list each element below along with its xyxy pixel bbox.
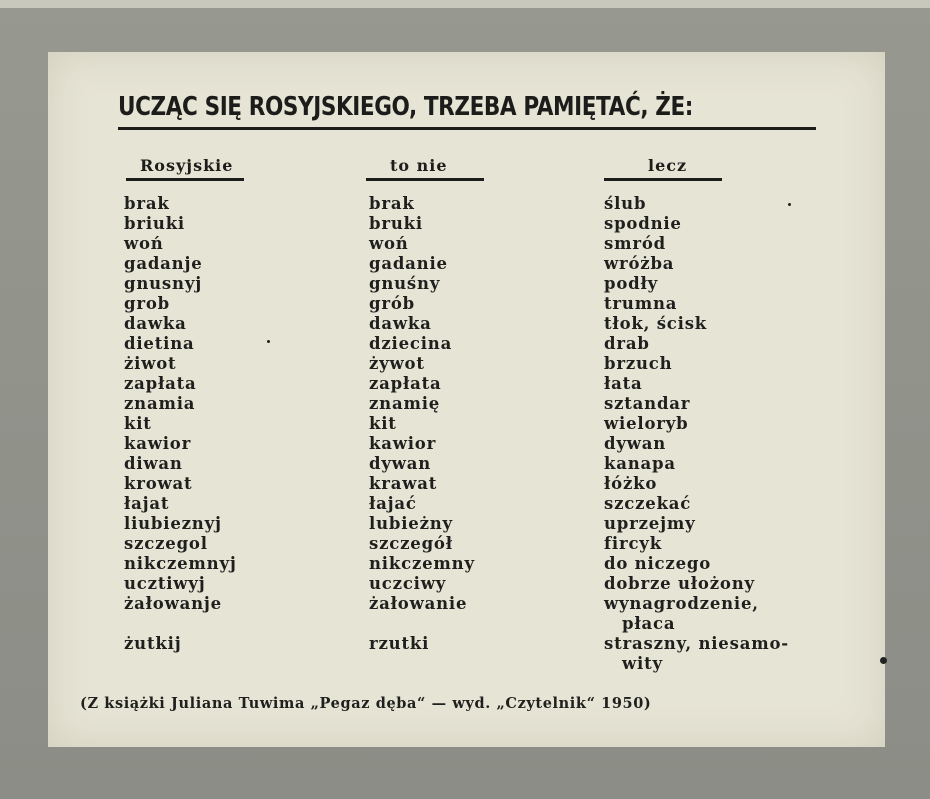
word-entry: woń (369, 234, 409, 253)
word-entry: dietina (124, 334, 195, 353)
word-entry: bruki (369, 214, 423, 233)
word-entry: podły (604, 274, 659, 293)
word-entry: spodnie (604, 214, 682, 233)
word-entry: kit (124, 414, 152, 433)
word-entry: tłok, ścisk (604, 314, 708, 333)
word-entry: straszny, niesamo- (604, 634, 789, 653)
ink-speck (788, 203, 791, 206)
word-entry: do niczego (604, 554, 712, 573)
word-entry: łóżko (604, 474, 658, 493)
word-entry: uprzejmy (604, 514, 696, 533)
word-entry: żałowanje (124, 594, 222, 613)
word-entry (124, 654, 237, 674)
word-entry: dywan (604, 434, 667, 453)
word-entry: grob (124, 294, 170, 313)
word-entry: diwan (124, 454, 183, 473)
word-entry: ucztiwyj (124, 574, 206, 593)
word-entry (369, 614, 475, 634)
top-strip (0, 0, 930, 8)
word-entry: kit (369, 414, 397, 433)
word-entry: znamia (124, 394, 196, 413)
word-entry: kawior (124, 434, 192, 453)
word-entry: dziecina (369, 334, 453, 353)
word-entry: zapłata (369, 374, 442, 393)
word-entry: wynagrodzenie, (604, 594, 759, 613)
word-entry: trumna (604, 294, 678, 313)
word-entry: wróżba (604, 254, 675, 273)
true-meaning-list (604, 194, 789, 674)
word-entry: znamię (369, 394, 441, 413)
word-entry: gadanie (369, 254, 448, 273)
clipping-paper (48, 52, 885, 747)
header-russian: Rosyjskie (140, 156, 234, 175)
word-entry: gnusnyj (124, 274, 202, 293)
word-entry: brak (369, 194, 415, 213)
word-entry: wieloryb (604, 414, 689, 433)
word-entry: krowat (124, 474, 193, 493)
header-but: lecz (648, 156, 688, 175)
word-entry (124, 614, 237, 634)
word-entry: woń (124, 234, 164, 253)
word-entry: briuki (124, 214, 185, 233)
russian-word-list (124, 194, 237, 674)
word-entry: smród (604, 234, 666, 253)
word-entry: szczekać (604, 494, 692, 513)
word-entry: dywan (369, 454, 432, 473)
word-entry: krawat (369, 474, 438, 493)
header-but-rule (604, 178, 722, 181)
word-entry: dawka (124, 314, 187, 333)
word-entry: łata (604, 374, 643, 393)
word-entry: łajać (369, 494, 417, 513)
word-entry: nikczemnyj (124, 554, 237, 573)
word-entry: uczciwy (369, 574, 447, 593)
polish-lookalike-list (369, 194, 475, 674)
header-russian-rule (126, 178, 244, 181)
word-entry: żałowanie (369, 594, 468, 613)
word-entry: brak (124, 194, 170, 213)
header-not: to nie (390, 156, 448, 175)
word-entry: szczegół (369, 534, 453, 553)
word-entry: sztandar (604, 394, 691, 413)
word-entry: szczegol (124, 534, 208, 553)
word-entry: rzutki (369, 634, 430, 653)
ink-speck (267, 340, 270, 343)
word-entry: żywot (369, 354, 425, 373)
source-footnote: (Z książki Juliana Tuwima „Pegaz dęba“ — wyd. „Czytelnik“ 1950) (80, 695, 652, 712)
word-entry: grób (369, 294, 415, 313)
word-entry: żiwot (124, 354, 177, 373)
title-underline (118, 127, 816, 130)
word-entry: wity (622, 654, 663, 673)
word-entry: fircyk (604, 534, 662, 553)
word-entry: liubieznyj (124, 514, 222, 533)
word-entry: ślub (604, 194, 647, 213)
word-entry: żutkij (124, 634, 182, 653)
ink-speck (880, 657, 887, 664)
word-entry: kanapa (604, 454, 676, 473)
word-entry: kawior (369, 434, 437, 453)
word-entry: nikczemny (369, 554, 475, 573)
word-entry (369, 654, 475, 674)
word-entry: brzuch (604, 354, 673, 373)
word-entry: gnuśny (369, 274, 441, 293)
word-entry: płaca (622, 614, 676, 633)
word-entry: drab (604, 334, 650, 353)
page-title: UCZĄC SIĘ ROSYJSKIEGO, TRZEBA PAMIĘTAĆ, ŻE: (118, 92, 694, 122)
word-entry: zapłata (124, 374, 197, 393)
word-entry: lubieżny (369, 514, 453, 533)
word-entry: gadanje (124, 254, 203, 273)
word-entry: łajat (124, 494, 170, 513)
word-entry: dobrze ułożony (604, 574, 755, 593)
header-not-rule (366, 178, 484, 181)
word-entry: dawka (369, 314, 432, 333)
